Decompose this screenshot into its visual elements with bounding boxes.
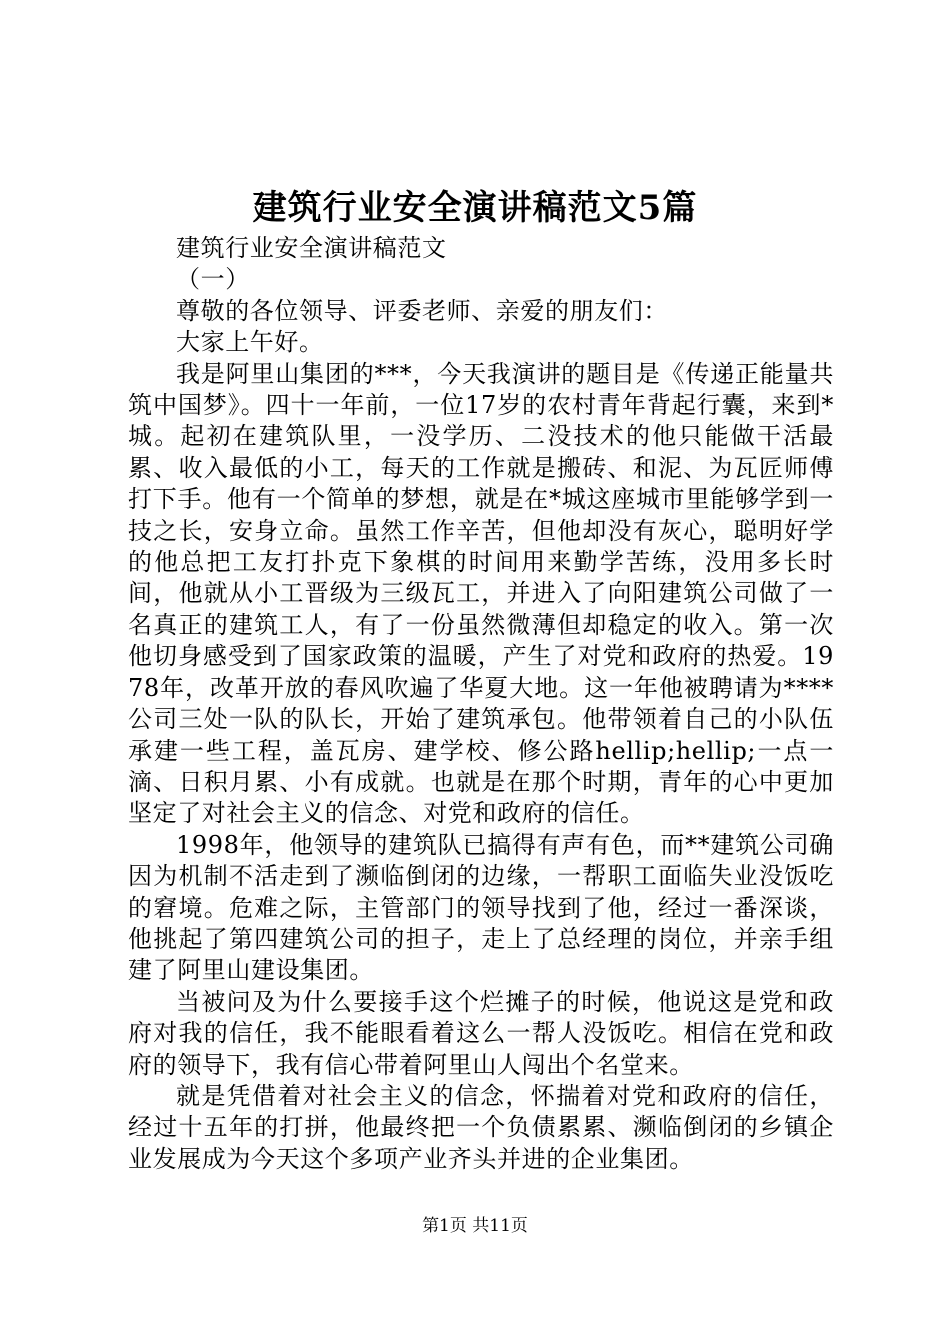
paragraph-body-3: 当被问及为什么要接手这个烂摊子的时候，他说这是党和政府对我的信任，我不能眼看着这么一帮人没饭吃。相信在党和政府的领导下，我有信心带着阿里山人闯出个名堂来。 <box>128 987 834 1079</box>
document-title: 建筑行业安全演讲稿范文5篇 <box>252 188 698 228</box>
paragraph-subtitle: 建筑行业安全演讲稿范文 <box>176 234 447 262</box>
document-body <box>128 233 834 1175</box>
paragraph-section-number: （一） <box>176 265 250 294</box>
paragraph-body-4: 就是凭借着对社会主义的信念，怀揣着对党和政府的信任，经过十五年的打拼，他最终把一个负债累累、濒临倒闭的乡镇企业发展成为今天这个多项产业齐头并进的企业集团。 <box>128 1081 834 1173</box>
paragraph-greeting: 大家上午好。 <box>176 328 324 357</box>
paragraph-salutation: 尊敬的各位领导、评委老师、亲爱的朋友们： <box>176 296 668 325</box>
paragraph-body-2: 1998年，他领导的建筑队已搞得有声有色，而**建筑公司确因为机制不活走到了濒临倒闭的边缘，一帮职工面临失业没饭吃的窘境。危难之际，主管部门的领导找到了他，经过一番深谈，他挑起了第四建筑公司的担子，走上了总经理的岗位，并亲手组建了阿里山建设集团。 <box>128 830 834 985</box>
page-footer: 第1页 共11页 <box>422 1216 528 1236</box>
paragraph-body-1: 我是阿里山集团的***，今天我演讲的题目是《传递正能量共筑中国梦》。四十一年前，一位17岁的农村青年背起行囊，来到*城。起初在建筑队里，一没学历、二没技术的他只能做干活最累、收入最低的小工，每天的工作就是搬砖、和泥、为瓦匠师傅打下手。他有一个简单的梦想，就是在*城这座城市里能够学到一技之长，安身立命。虽然工作辛苦，但他却没有灰心，聪明好学的他总把工友打扑克下象棋的时间用来勤学苦练，没用多长时间，他就从小工晋级为三级瓦工，并进入了向阳建筑公司做了一名真正的建筑工人，有了一份虽然微薄但却稳定的收入。第一次他切身感受到了国家政策的温暖，产生了对党和政府的热爱。1978年，改革开放的春风吹遍了华夏大地。这一年他被聘请为****公司三处一队的队长，开始了建筑承包。他带领着自己的小队伍承建一些工程，盖瓦房、建学校、修公路hellip;hellip;一点一滴、日积月累、小有成就。也就是在那个时期，青年的心中更加坚定了对社会主义的信念、对党和政府的信任。 <box>128 359 834 828</box>
